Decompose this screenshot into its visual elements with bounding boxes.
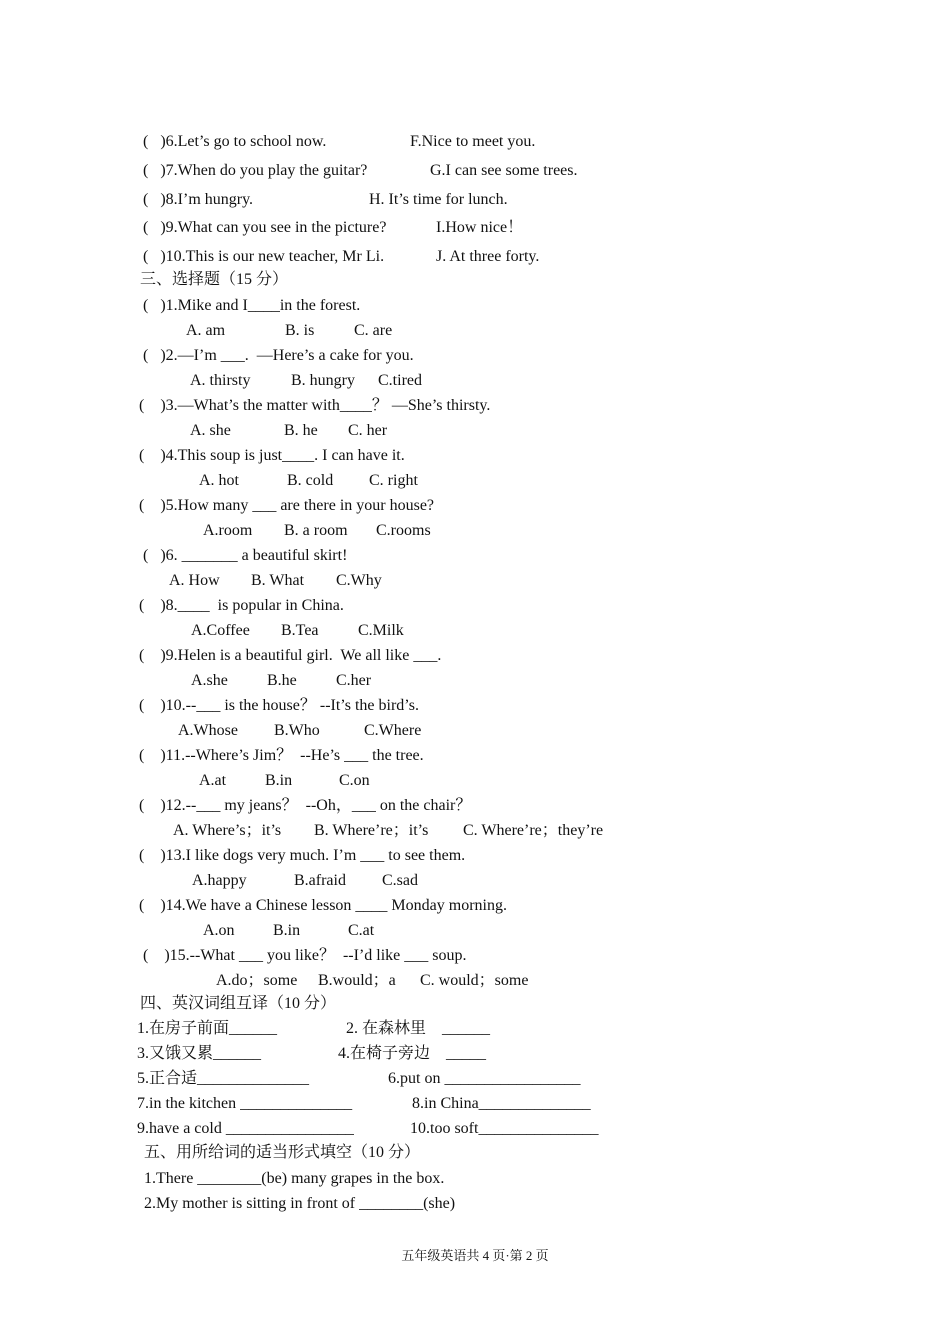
match-question: ( )6.Let’s go to school now. bbox=[143, 133, 327, 150]
option: A.on bbox=[203, 922, 235, 939]
question: ( )10.--___ is the house？ --It’s the bird’s. bbox=[139, 697, 419, 714]
option: B. he bbox=[284, 422, 318, 439]
fill-blank-item: 2.My mother is sitting in front of ________(she) bbox=[144, 1195, 456, 1212]
option: B.in bbox=[273, 922, 301, 939]
question: ( )5.How many ___ are there in your house? bbox=[139, 497, 435, 514]
fill-blank-item: 1.There ________(be) many grapes in the box. bbox=[144, 1170, 445, 1187]
option: C.tired bbox=[378, 372, 422, 389]
option: B.in bbox=[265, 772, 293, 789]
translation-item: 3.又饿又累______ bbox=[137, 1045, 262, 1062]
question: ( )9.Helen is a beautiful girl. We all like ___. bbox=[139, 647, 442, 664]
option: B. is bbox=[285, 322, 315, 339]
option: C.Why bbox=[336, 572, 382, 589]
match-answer: H. It’s time for lunch. bbox=[369, 191, 508, 208]
option: C.sad bbox=[382, 872, 418, 889]
match-answer: G.I can see some trees. bbox=[430, 162, 578, 179]
option: B. What bbox=[251, 572, 305, 589]
translation-item: 8.in China______________ bbox=[412, 1095, 591, 1112]
option: B.he bbox=[267, 672, 297, 689]
question: ( )6. _______ a beautiful skirt! bbox=[143, 547, 348, 564]
option: B. cold bbox=[287, 472, 334, 489]
question: ( )15.--What ___ you like？ --I’d like ___ soup. bbox=[143, 947, 467, 964]
option: B. Where’re；it’s bbox=[314, 822, 429, 839]
question: ( )4.This soup is just____. I can have it. bbox=[139, 447, 405, 464]
question: ( )11.--Where’s Jim？ --He’s ___ the tree. bbox=[139, 747, 424, 764]
translation-item: 10.too soft_______________ bbox=[410, 1120, 599, 1137]
option: A.at bbox=[199, 772, 227, 789]
question: ( )12.--___ my jeans？ --Oh，___ on the chair？ bbox=[139, 797, 472, 814]
match-answer: F.Nice to meet you. bbox=[410, 133, 536, 150]
option: C.at bbox=[348, 922, 375, 939]
match-question: ( )9.What can you see in the picture? bbox=[143, 219, 387, 236]
match-question: ( )8.I’m hungry. bbox=[143, 191, 254, 208]
option: A.Coffee bbox=[191, 622, 250, 639]
option: A. am bbox=[186, 322, 226, 339]
translation-item: 1.在房子前面______ bbox=[137, 1020, 278, 1037]
translation-item: 7.in the kitchen ______________ bbox=[137, 1095, 353, 1112]
page-footer: 五年级英语共 4 页·第 2 页 bbox=[401, 1248, 549, 1263]
section-title: 四、英汉词组互译（10 分） bbox=[140, 995, 337, 1012]
option: B.afraid bbox=[294, 872, 346, 889]
option: C.rooms bbox=[376, 522, 431, 539]
option: B.Tea bbox=[281, 622, 319, 639]
question: ( )3.—What’s the matter with____？ —She’s thirsty. bbox=[139, 397, 491, 414]
option: A. thirsty bbox=[190, 372, 251, 389]
question: ( )2.—I’m ___. —Here’s a cake for you. bbox=[143, 347, 414, 364]
translation-item: 2. 在森林里 ______ bbox=[346, 1020, 491, 1037]
section-title: 五、用所给词的适当形式填空（10 分） bbox=[144, 1144, 421, 1161]
option: A.she bbox=[191, 672, 228, 689]
option: C. are bbox=[354, 322, 393, 339]
option: A.do；some bbox=[216, 972, 298, 989]
option: C.on bbox=[339, 772, 370, 789]
option: C. Where’re；they’re bbox=[463, 822, 604, 839]
option: A.Whose bbox=[178, 722, 238, 739]
option: A. she bbox=[190, 422, 231, 439]
option: B.Who bbox=[274, 722, 320, 739]
option: A. Where’s；it’s bbox=[173, 822, 282, 839]
option: C. her bbox=[348, 422, 388, 439]
option: B. hungry bbox=[291, 372, 355, 389]
option: C.Where bbox=[364, 722, 422, 739]
question: ( )1.Mike and I____in the forest. bbox=[143, 297, 361, 314]
translation-item: 5.正合适______________ bbox=[137, 1070, 310, 1087]
match-answer: J. At three forty. bbox=[436, 248, 540, 265]
question: ( )8.____ is popular in China. bbox=[139, 597, 344, 614]
match-question: ( )10.This is our new teacher, Mr Li. bbox=[143, 248, 385, 265]
option: A. How bbox=[169, 572, 220, 589]
option: C. would；some bbox=[420, 972, 529, 989]
question: ( )14.We have a Chinese lesson ____ Monday morning. bbox=[139, 897, 507, 914]
translation-item: 4.在椅子旁边 _____ bbox=[338, 1045, 487, 1062]
option: A.happy bbox=[192, 872, 247, 889]
translation-item: 6.put on _________________ bbox=[388, 1070, 581, 1087]
option: B.would；a bbox=[318, 972, 396, 989]
option: B. a room bbox=[284, 522, 348, 539]
option: A. hot bbox=[199, 472, 239, 489]
match-question: ( )7.When do you play the guitar? bbox=[143, 162, 368, 179]
translation-item: 9.have a cold ________________ bbox=[137, 1120, 354, 1137]
section-title: 三、选择题（15 分） bbox=[140, 271, 289, 288]
option: C. right bbox=[369, 472, 418, 489]
option: C.her bbox=[336, 672, 372, 689]
match-answer: I.How nice！ bbox=[436, 219, 524, 236]
option: C.Milk bbox=[358, 622, 404, 639]
option: A.room bbox=[203, 522, 253, 539]
question: ( )13.I like dogs very much. I’m ___ to see them. bbox=[139, 847, 466, 864]
